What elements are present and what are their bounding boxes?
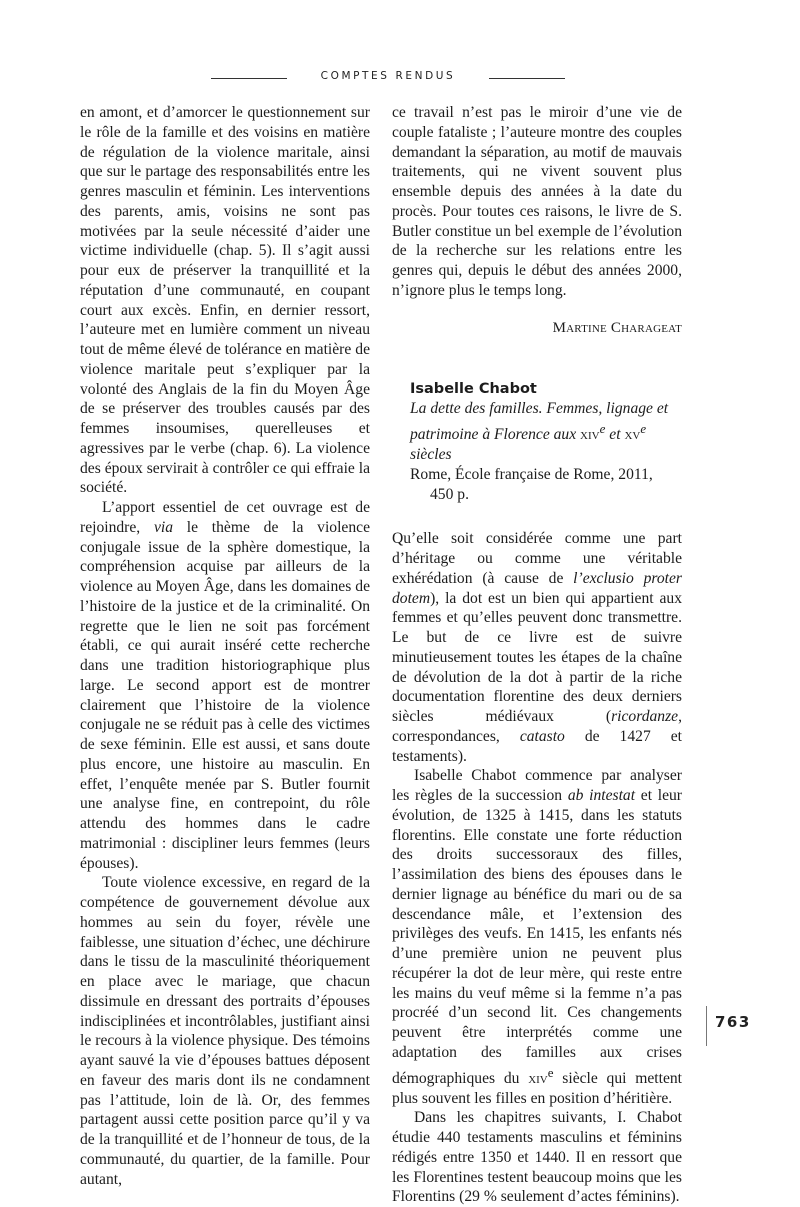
running-head-rule-left xyxy=(211,78,287,79)
paragraph-continued: en amont, et d’amorcer le questionnement sur le rôle de la famille et des voisins en matière de régulation de la violence maritale, ainsi que sur le partage des responsabilités entre les genres masculin et féminin. Les interventions des parents, amis, voisins ne sont pas motivées par la seule nécessité d’aider une victime individuelle (chap. 5). Il s’agit aussi pour eux de préserver la tranquillité et la réputation d’une communauté, en coupant court aux excès. Enfin, en dernier ressort, l’auteure met en lumière comment un niveau tout de même élevé de tolérance en matière de violence maritale peut s’expliquer par la volonté des Anglais de la fin du Moyen Âge de se préserver des troubles causés par des femmes insoumises, querelleuses et agressives par le verbe (chap. 6). La violence des époux servirait à contrôler ce qui effraie la société. xyxy=(80,104,370,497)
running-head xyxy=(0,70,800,86)
italic-term: via xyxy=(153,518,174,536)
left-column xyxy=(80,103,370,1189)
text-run: de 1427 et testaments). xyxy=(392,727,682,765)
paragraph-conclusion: ce travail n’est pas le miroir d’une vie de couple fataliste ; l’auteure montre des couples demandant la séparation, au motif de mauvais traitements, qui ne vivent souvent plus ensemble depuis des années à la date du procès. Pour toutes ces raisons, le livre de S. Butler constitue un bel exemple de l’évolution de la recherche sur les relations entre les genres qui, depuis le début des années 2000, n’ignore plus le temps long. xyxy=(392,104,682,299)
book-pages: 450 p. xyxy=(430,486,469,504)
page-number-rule xyxy=(706,1006,707,1046)
running-head-rule-right xyxy=(489,78,565,79)
century-numeral: xiv xyxy=(528,1069,548,1087)
review-header xyxy=(410,379,682,505)
italic-term: ricordanze xyxy=(611,708,679,726)
title-run: La dette des familles. Femmes, lignage et patrimoine à Florence aux xyxy=(410,400,669,444)
reviewer-signature: Martine Charageat xyxy=(552,319,682,336)
text-run: siècle qui mettent plus souvent les filles en position d’héritière. xyxy=(392,1069,682,1107)
paragraph-dowry xyxy=(392,529,682,766)
italic-term: ab intestat xyxy=(567,787,636,805)
italic-term: l’exclusio proter dotem xyxy=(392,569,682,607)
right-column xyxy=(392,103,682,1207)
superscript: e xyxy=(599,421,606,437)
italic-term: catasto xyxy=(519,727,565,745)
paragraph-contribution xyxy=(80,498,370,873)
page-number: 763 xyxy=(715,1013,751,1031)
book-publisher: Rome, École française de Rome, 2011, xyxy=(410,466,653,484)
paragraph-succession xyxy=(392,766,682,1108)
book-title xyxy=(410,399,682,465)
title-run: siècles xyxy=(410,446,452,464)
century-numeral: xv xyxy=(624,426,641,444)
century-numeral: xiv xyxy=(580,426,600,444)
text-run: ), la dot est un bien qui appartient aux femmes et qu’elles peuvent donc transmettre. Le but de ce livre est de suivre minutieusement toutes les étapes de la chaîne de dévolution de la dot à partir de la riche documentation florentine des deux derniers siècles médiévaux ( xyxy=(392,589,682,726)
text-run: et leur évolution, de 1325 à 1415, dans les statuts florentins. Elle constate une forte réduction des droits successoraux des filles, l’assimilation des biens des épouses dans le dernier lignage au bénéfice du mari ou de sa descendance mâle, et l’extension des privilèges des veufs. En 1415, les enfants nés d’une première union ne peuvent plus récupérer la dot de leur mère, qui reste entre les mains du veuf même si la femme n’a pas procréé d’un second lit. Ces changements peuvent être interprétés comme une adaptation des familles aux crises démographiques du xyxy=(392,787,683,1087)
book-author: Isabelle Chabot xyxy=(410,381,537,398)
paragraph-violence: Toute violence excessive, en regard de la compétence de gouvernement dévolue aux hommes au sein du foyer, révèle une faiblesse, une situation d’échec, une déchirure dans le tissu de la masculinité théoriquement en place avec le mariage, que chacun dissimule en dressant des portraits d’épouses indisciplinées et incontrôlables, justifiant ainsi le recours à la violence physique. Des témoins ayant sauvé la vie d’épouses battues déposent en faveur des maris dont ils ne condamnent pas l’attitude, loin de là. Or, des femmes partagent aussi cette position parce qu’il y va de la tranquillité et de l’honneur de tous, de la communauté, du quartier, de la famille. Pour autant, xyxy=(80,874,370,1188)
title-run: et xyxy=(605,426,625,444)
superscript: e xyxy=(640,421,647,437)
paragraph-testaments: Dans les chapitres suivants, I. Chabot étudie 440 testaments masculins et féminins rédigés entre 1350 et 1440. Il en ressort que les Florentines testent beaucoup moins que les Florentins (29 % seulement d’actes féminins). xyxy=(392,1109,682,1206)
text-run: , correspondances, xyxy=(392,708,682,745)
text-run: L’apport essentiel de cet ouvrage est de rejoindre, xyxy=(80,499,370,536)
text-run: Isabelle Chabot commence par analyser les règles de la succession xyxy=(392,767,682,805)
text-run: le thème de la violence conjugale issue de la sphère domestique, la compréhension acquise par ailleurs de la violence au Moyen Âge, dans les domaines de l’histoire de la justice et de la criminalité. On regrette que le lien ne soit pas forcément établi, ce qui aurait inséré cette recherche dans une tradition historiographique plus large. Le second apport est de montrer clairement que l’histoire de la violence conjugale ne se réduit pas à celle des victimes de sexe féminin. Elle est aussi, et sans doute plus encore, une histoire au masculin. En effet, l’enquête menée par S. Butler fournit une analyse fine, en contrepoint, du rôle attendu des hommes dans le cadre matrimonial : discipliner leurs femmes (leurs épouses). xyxy=(80,518,370,872)
running-head-title: COMPTES RENDUS xyxy=(320,70,456,82)
superscript: e xyxy=(547,1064,554,1080)
text-run: Qu’elle soit considérée comme une part d’héritage ou comme une véritable exhérédation (à cause de xyxy=(392,530,682,587)
